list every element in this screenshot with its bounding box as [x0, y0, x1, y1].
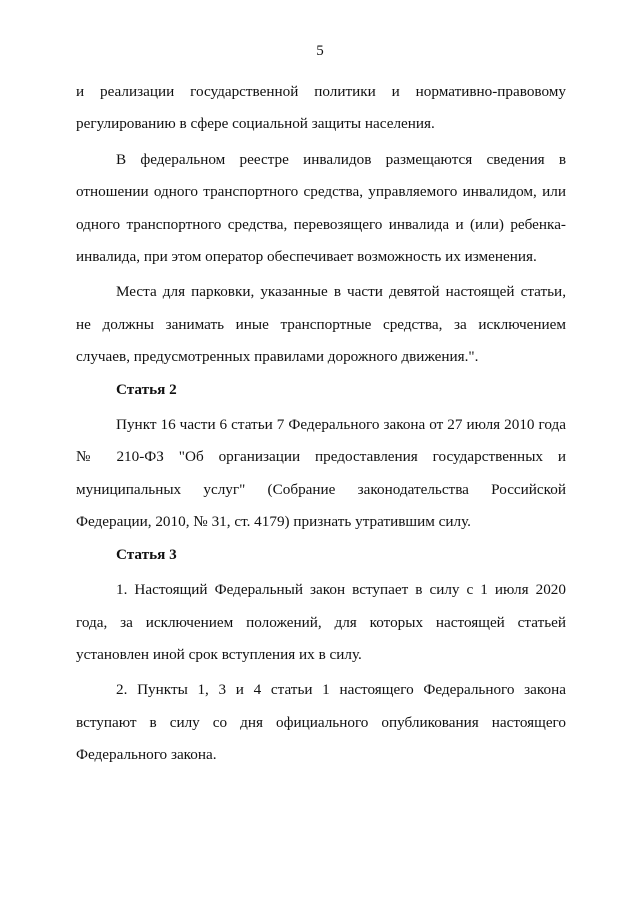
article-2-heading: Статья 2 [116, 380, 177, 398]
page-number: 5 [316, 43, 324, 59]
paragraph-parking: Места для парковки, указанные в части девятой настоящей статьи, не должны занимать иные транспортные средства, за исключением случаев, предусмотренных правилами дорожного движения.". [76, 283, 566, 366]
paragraph-registry: В федеральном реестре инвалидов размещаются сведения в отношении одного транспортного средства, управляемого инвалидом, или одного транспортного средства, перевозящего инвалида и (или) ребенка-инвалида, при этом оператор обеспечивает возможность их изменения. [76, 150, 566, 266]
article-3-item-1: 1. Настоящий Федеральный закон вступает в силу с 1 июля 2020 года, за исключением положений, для которых настоящей статьей установлен иной срок вступления их в силу. [76, 581, 566, 663]
article-3-heading: Статья 3 [116, 545, 177, 563]
document-body [76, 76, 566, 772]
article-2-text: Пункт 16 части 6 статьи 7 Федерального закона от 27 июля 2010 года № 210-ФЗ "Об организации предоставления государственных и муниципальных услуг" (Собрание законодательства Российской Федерации, 2010, № 31, ст. 4179) признать утратившим силу. [76, 416, 566, 531]
article-3-item-2: 2. Пункты 1, 3 и 4 статьи 1 настоящего Федерального закона вступают в силу со дня официального опубликования настоящего Федерального закона. [76, 681, 566, 764]
paragraph-continuation: и реализации государственной политики и нормативно-правовому регулированию в сфере социальной защиты населения. [76, 83, 566, 133]
